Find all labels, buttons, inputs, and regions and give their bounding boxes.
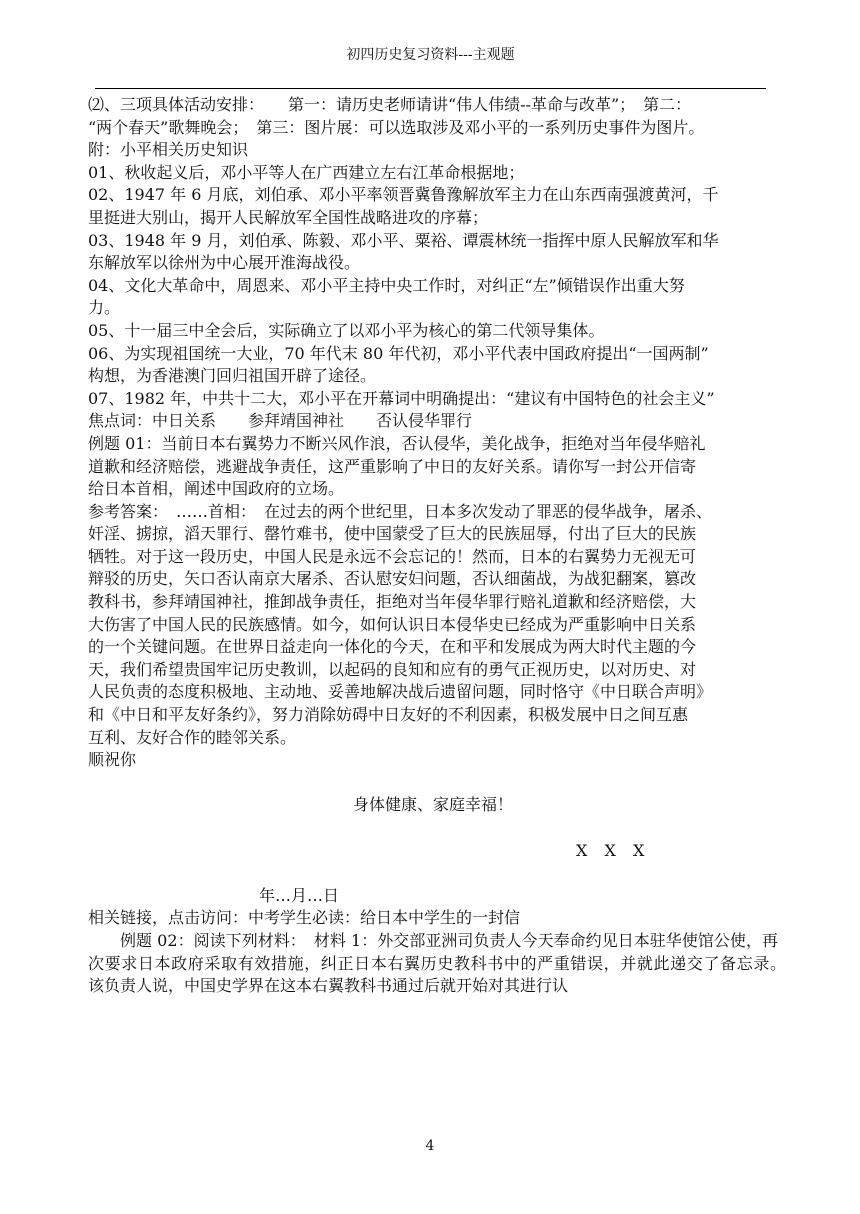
letter-date: 年…月…日 bbox=[259, 885, 340, 905]
text-line: 天，我们希望贵国牢记历史教训，以起码的良知和应有的勇气正视历史，以对历史、对 bbox=[88, 659, 697, 679]
header-rule bbox=[95, 88, 766, 89]
text-line: 06、为实现祖国统一大业，70 年代末 80 年代初，邓小平代表中国政府提出“一国两制” bbox=[88, 343, 709, 363]
text-line: 构想，为香港澳门回归祖国开辟了途径。 bbox=[88, 366, 377, 386]
text-line: 03、1948 年 9 月，刘伯承、陈毅、邓小平、粟裕、谭震林统一指挥中原人民解放军和华 bbox=[88, 230, 719, 250]
text-line: 焦点词：中日关系 参拜靖国神社 否认侵华罪行 bbox=[88, 411, 473, 431]
text-line: 人民负责的态度积极地、主动地、妥善地解决战后遗留问题，同时恪守《中日联合声明》 bbox=[88, 682, 713, 702]
text-line: 和《中日和平友好条约》，努力消除妨碍中日友好的不利因素，积极发展中日之间互惠 bbox=[88, 705, 689, 725]
page-header: 初四历史复习资料---主观题 bbox=[346, 47, 515, 63]
text-line: 力。 bbox=[88, 298, 121, 318]
closing-wish: 身体健康、家庭幸福！ bbox=[352, 795, 513, 815]
related-link[interactable]: 相关链接，点击访问：中考学生必读：给日本中学生的一封信 bbox=[88, 908, 521, 928]
text-line: 给日本首相，阐述中国政府的立场。 bbox=[88, 479, 345, 499]
text-line: 参考答案： ……首相： 在过去的两个世纪里，日本多次发动了罪恶的侵华战争，屠杀、 bbox=[88, 501, 713, 521]
main-lines bbox=[88, 94, 778, 772]
text-line: “两个春天”歌舞晚会； 第三：图片展：可以选取涉及邓小平的一系列历史事件为图片。 bbox=[88, 117, 705, 137]
text-line: 道歉和经济赔偿，逃避战争责任，这严重影响了中日的友好关系。请你写一封公开信寄 bbox=[88, 456, 697, 476]
text-line: 辩驳的历史，矢口否认南京大屠杀、否认慰安妇问题，否认细菌战，为战犯翻案，篡改 bbox=[88, 569, 697, 589]
text-line: 教科书，参拜靖国神社，推卸战争责任，拒绝对当年侵华罪行赔礼道歉和经济赔偿，大 bbox=[88, 592, 697, 612]
blank-line bbox=[88, 817, 778, 840]
text-line: 顺祝你 bbox=[88, 750, 137, 770]
text-line: 05、十一届三中全会后，实际确立了以邓小平为核心的第二代领导集体。 bbox=[88, 320, 605, 340]
text-line: 02、1947 年 6 月底，刘伯承、邓小平率领晋冀鲁豫解放军主力在山东西南强渡黄河，千 bbox=[88, 185, 719, 205]
text-line: 互利、友好合作的睦邻关系。 bbox=[88, 727, 297, 747]
text-line: ⑵、三项具体活动安排： 第一：请历史老师请讲“伟人伟绩--革命与改革”； 第二： bbox=[88, 95, 692, 114]
text-line: 例题 01：当前日本右翼势力不断兴风作浪，否认侵华，美化战争，拒绝对当年侵华赔礼 bbox=[88, 433, 706, 453]
text-line: 04、文化大革命中，周恩来、邓小平主持中央工作时，对纠正“左”倾错误作出重大努 bbox=[88, 275, 685, 295]
text-line: 东解放军以徐州为中心展开淮海战役。 bbox=[88, 253, 361, 273]
text-line: 奸淫、掳掠，滔天罪行、罄竹难书，使中国蒙受了巨大的民族屈辱，付出了巨大的民族 bbox=[88, 524, 697, 544]
blank-line bbox=[88, 862, 778, 885]
page-number: 4 bbox=[425, 1138, 435, 1154]
text-line: 01、秋收起义后，邓小平等人在广西建立左右江革命根据地； bbox=[88, 162, 525, 182]
text-line: 大伤害了中国人民的民族感情。如今，如何认识日本侵华史已经成为严重影响中日关系 bbox=[88, 614, 697, 634]
document-body bbox=[88, 94, 795, 998]
signature: X X X bbox=[576, 840, 651, 860]
text-line: 附：小平相关历史知识 bbox=[88, 140, 249, 160]
text-line: 07、1982 年，中共十二大，邓小平在开幕词中明确提出：“建议有中国特色的社会主义” bbox=[88, 388, 715, 408]
text-line: 牺牲。对于这一段历史，中国人民是永远不会忘记的！然而，日本的右翼势力无视无可 bbox=[88, 546, 697, 566]
blank-line bbox=[88, 772, 778, 795]
text-line: 的一个关键问题。在世界日益走向一体化的今天，在和平和发展成为两大时代主题的今 bbox=[88, 637, 697, 657]
text-line: 里挺进大别山，揭开人民解放军全国性战略进攻的序幕； bbox=[88, 207, 489, 227]
example-02-paragraph: 例题 02：阅读下列材料： 材料 1：外交部亚洲司负责人今天奉命约见日本驻华使馆公使，再次要求日本政府采取有效措施，纠正日本右翼历史教科书中的严重错误，并就此递交了备忘录。 该负责人说，中国史学界在这本右翼教科书通过后就开始对其进行认 bbox=[88, 930, 795, 996]
